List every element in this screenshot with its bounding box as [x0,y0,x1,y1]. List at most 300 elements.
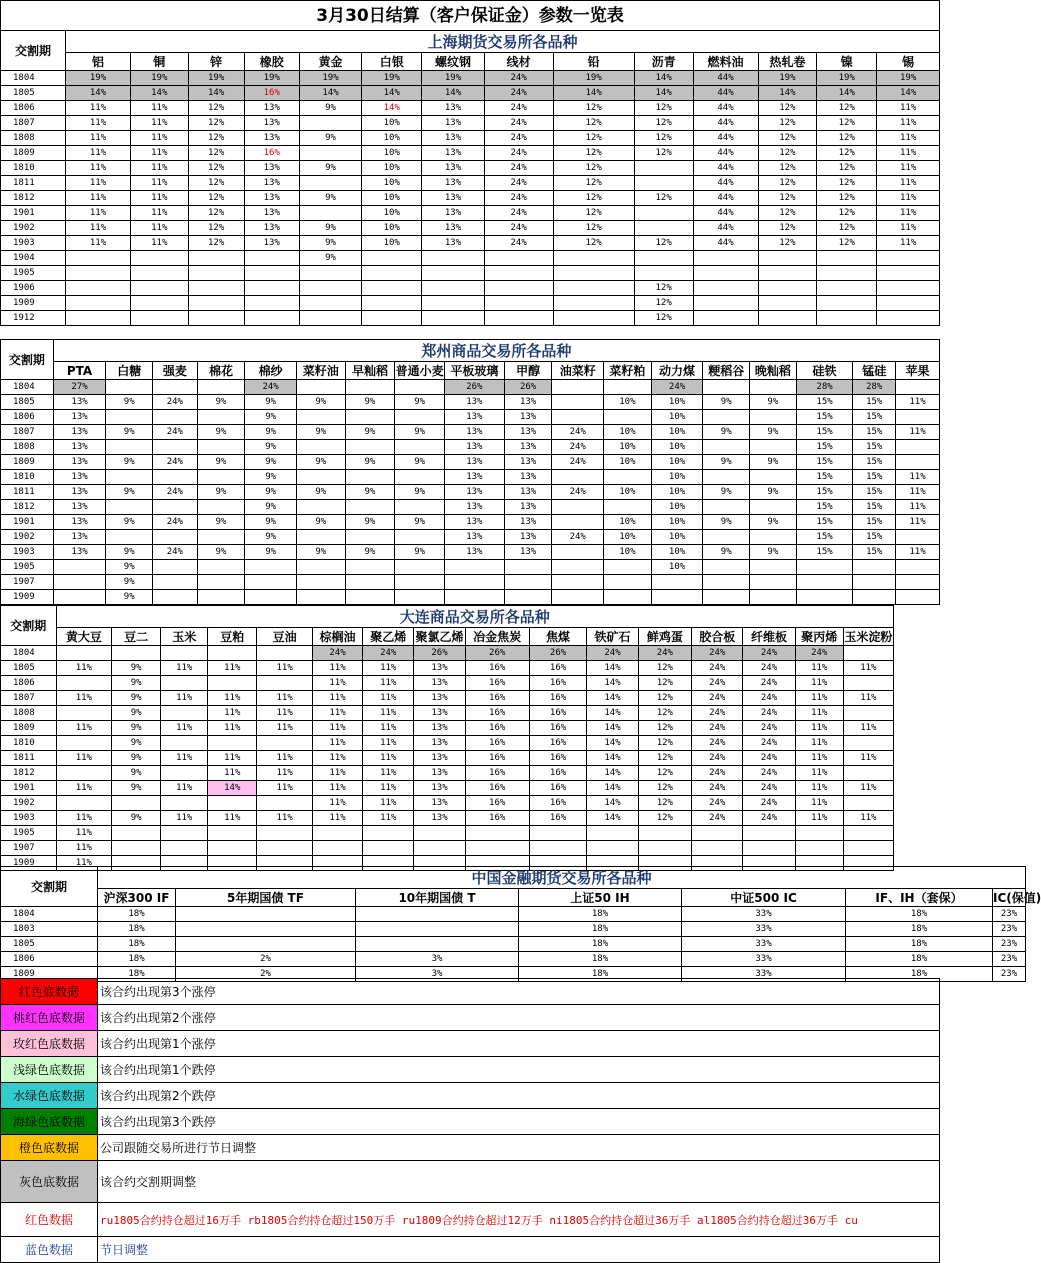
table-row [1,251,940,266]
product-header: 豆油 [257,628,313,646]
margin-cell: 13% [53,470,106,485]
margin-cell: 24% [484,71,553,86]
margin-cell [244,281,299,296]
margin-cell [395,410,445,425]
margin-cell: 18% [98,952,176,967]
margin-cell [795,826,843,841]
table-row [1,71,940,86]
margin-cell: 13% [414,676,465,691]
margin-cell: 14% [188,86,244,101]
margin-cell: 24% [743,646,795,661]
margin-cell: 24% [552,425,604,440]
margin-cell [131,311,189,326]
margin-cell [197,410,245,425]
margin-cell: 13% [504,395,552,410]
margin-cell [188,311,244,326]
table-row [1,515,940,530]
margin-cell: 11% [795,721,843,736]
margin-cell: 18% [98,922,176,937]
margin-cell [112,826,161,841]
margin-cell [817,296,877,311]
margin-cell: 12% [634,101,693,116]
margin-cell: 12% [553,161,634,176]
margin-cell: 15% [796,515,853,530]
margin-cell: 13% [422,176,485,191]
margin-cell: 9% [395,455,445,470]
margin-cell: 12% [188,146,244,161]
red-data-row [1,1203,940,1237]
table-row [1,781,940,796]
product-header: 白糖 [106,362,153,380]
margin-cell: 9% [703,545,750,560]
margin-cell: 11% [795,691,843,706]
margin-cell: 13% [444,500,504,515]
margin-cell: 11% [131,191,189,206]
margin-cell [176,922,356,937]
margin-cell [604,560,652,575]
table-row [1,191,940,206]
margin-cell: 13% [444,395,504,410]
margin-cell: 11% [363,661,414,676]
margin-cell: 9% [112,766,161,781]
margin-cell [299,206,362,221]
margin-cell: 11% [895,515,939,530]
product-header: 平板玻璃 [444,362,504,380]
product-header: 苹果 [895,362,939,380]
margin-cell [877,251,940,266]
margin-cell: 16% [529,781,587,796]
margin-cell: 9% [703,455,750,470]
margin-cell: 14% [587,721,638,736]
margin-cell: 11% [56,751,112,766]
legend-swatch: 灰色底数据 [1,1161,98,1203]
margin-cell [53,575,106,590]
margin-cell: 44% [693,176,758,191]
dce-table [0,605,940,871]
margin-cell: 15% [796,500,853,515]
margin-cell [422,281,485,296]
margin-cell: 24% [692,751,743,766]
margin-cell: 10% [362,191,422,206]
margin-cell: 13% [53,455,106,470]
margin-cell: 11% [895,470,939,485]
margin-cell: 24% [484,161,553,176]
margin-cell: 13% [414,721,465,736]
margin-cell: 44% [693,131,758,146]
table-row [1,86,940,101]
margin-cell: 9% [296,515,345,530]
margin-cell: 13% [414,691,465,706]
margin-cell: 24% [153,455,198,470]
margin-cell: 12% [758,206,817,221]
margin-cell: 19% [758,71,817,86]
margin-cell [197,590,245,605]
period-cell: 1807 [1,425,54,440]
margin-cell [693,266,758,281]
margin-cell: 10% [604,515,652,530]
margin-cell: 9% [245,500,297,515]
margin-cell [877,311,940,326]
margin-cell: 13% [244,161,299,176]
margin-cell [692,826,743,841]
margin-cell: 13% [504,500,552,515]
margin-cell: 19% [553,71,634,86]
table-row [1,485,940,500]
margin-cell: 13% [53,395,106,410]
margin-cell: 9% [106,485,153,500]
margin-cell: 16% [465,811,529,826]
margin-cell [161,706,208,721]
product-header: 纤维板 [743,628,795,646]
product-header: 锡 [877,53,940,71]
margin-cell: 16% [465,691,529,706]
period-cell: 1808 [1,440,54,455]
margin-cell: 13% [244,236,299,251]
margin-cell [877,281,940,296]
margin-cell [208,676,257,691]
margin-cell: 11% [208,706,257,721]
period-cell: 1807 [1,691,57,706]
margin-cell: 10% [651,455,703,470]
product-header: IC(保值) [993,889,1026,907]
margin-cell [153,410,198,425]
period-cell: 1805 [1,86,66,101]
margin-cell: 16% [529,691,587,706]
margin-cell: 14% [422,86,485,101]
margin-cell: 10% [651,560,703,575]
margin-cell: 12% [634,131,693,146]
margin-cell: 12% [188,191,244,206]
margin-cell: 9% [395,545,445,560]
period-header: 交割期 [1,867,98,907]
product-header: IF、IH（套保） [846,889,993,907]
margin-cell: 2% [176,952,356,967]
margin-cell: 9% [296,545,345,560]
margin-cell: 11% [56,841,112,856]
margin-cell: 24% [484,101,553,116]
margin-cell [553,251,634,266]
table-row [1,766,940,781]
margin-cell [112,646,161,661]
margin-cell: 11% [208,661,257,676]
margin-cell: 19% [66,71,131,86]
margin-cell: 12% [553,146,634,161]
table-row [1,691,940,706]
margin-cell: 15% [853,440,896,455]
margin-cell: 24% [153,485,198,500]
margin-cell: 11% [208,811,257,826]
margin-cell: 9% [112,676,161,691]
cffex-section-title: 中国金融期货交易所各品种 [98,867,1026,889]
margin-cell: 9% [750,485,797,500]
margin-cell: 10% [651,485,703,500]
margin-cell [553,266,634,281]
margin-cell [345,575,395,590]
margin-cell [56,676,112,691]
margin-cell [153,575,198,590]
margin-cell: 16% [529,751,587,766]
margin-cell: 24% [153,425,198,440]
margin-cell [817,311,877,326]
product-header: 油菜籽 [552,362,604,380]
product-header: 铅 [553,53,634,71]
margin-cell [796,590,853,605]
margin-cell: 9% [106,575,153,590]
margin-cell: 11% [843,811,893,826]
margin-cell [106,440,153,455]
margin-cell [552,470,604,485]
margin-cell: 24% [484,86,553,101]
margin-cell: 11% [257,691,313,706]
period-cell: 1812 [1,500,54,515]
margin-cell: 9% [112,751,161,766]
margin-cell [395,380,445,395]
period-cell: 1806 [1,410,54,425]
product-header: 玉米 [161,628,208,646]
margin-cell: 12% [758,101,817,116]
margin-cell [529,841,587,856]
margin-cell [296,575,345,590]
margin-cell [245,575,297,590]
product-header: 10年期国债 T [356,889,519,907]
margin-cell: 11% [312,796,362,811]
margin-cell: 9% [245,455,297,470]
period-cell: 1909 [1,856,57,871]
margin-cell: 9% [395,425,445,440]
period-cell: 1903 [1,545,54,560]
margin-cell: 18% [519,907,682,922]
margin-cell: 9% [197,455,245,470]
margin-cell: 33% [682,937,846,952]
margin-cell: 12% [638,781,691,796]
margin-cell [634,161,693,176]
margin-cell [66,251,131,266]
margin-cell: 18% [846,907,993,922]
margin-cell: 13% [414,766,465,781]
margin-cell [634,206,693,221]
margin-cell [395,575,445,590]
table-row [1,826,940,841]
margin-cell: 13% [422,191,485,206]
product-header: 橡胶 [244,53,299,71]
margin-cell: 13% [422,236,485,251]
margin-cell: 10% [651,440,703,455]
margin-cell: 12% [638,736,691,751]
margin-cell: 3% [356,952,519,967]
margin-cell: 24% [743,691,795,706]
period-cell: 1907 [1,575,54,590]
margin-cell [504,560,552,575]
legend-text: 该合约出现第2个涨停 [98,1005,940,1031]
margin-cell [843,646,893,661]
margin-cell: 24% [484,221,553,236]
margin-cell: 24% [743,796,795,811]
margin-cell: 13% [244,101,299,116]
margin-cell: 10% [362,131,422,146]
margin-cell: 28% [853,380,896,395]
margin-cell: 14% [587,781,638,796]
product-header: 白银 [362,53,422,71]
red-data-label: 红色数据 [1,1203,98,1237]
margin-cell: 13% [444,470,504,485]
margin-cell [750,440,797,455]
margin-cell [758,296,817,311]
margin-cell: 11% [66,221,131,236]
legend-swatch: 玫红色底数据 [1,1031,98,1057]
shfe-table [0,30,940,326]
legend-row [1,1031,940,1057]
margin-cell: 13% [53,485,106,500]
period-cell: 1809 [1,721,57,736]
table-row [1,425,940,440]
product-header: 铁矿石 [587,628,638,646]
period-cell: 1805 [1,395,54,410]
margin-cell: 11% [257,706,313,721]
margin-cell [634,221,693,236]
margin-cell: 11% [795,706,843,721]
margin-cell: 23% [993,952,1026,967]
margin-cell [296,530,345,545]
margin-cell: 9% [106,455,153,470]
margin-cell: 15% [796,470,853,485]
margin-cell: 11% [877,221,940,236]
margin-cell: 9% [296,425,345,440]
margin-cell [56,706,112,721]
margin-cell: 9% [106,515,153,530]
margin-cell: 14% [66,86,131,101]
margin-cell: 14% [758,86,817,101]
margin-cell: 9% [112,736,161,751]
margin-cell: 19% [362,71,422,86]
margin-cell: 11% [66,101,131,116]
margin-cell: 9% [395,485,445,500]
margin-cell [245,560,297,575]
margin-cell [817,281,877,296]
margin-cell: 13% [504,530,552,545]
margin-cell: 11% [363,781,414,796]
margin-cell [153,560,198,575]
margin-cell: 13% [244,206,299,221]
margin-cell [743,826,795,841]
margin-cell [244,311,299,326]
margin-cell [604,590,652,605]
margin-cell [693,311,758,326]
margin-cell [345,530,395,545]
legend-row [1,1083,940,1109]
legend-swatch: 浅绿色底数据 [1,1057,98,1083]
margin-cell: 9% [197,395,245,410]
margin-cell [758,251,817,266]
margin-cell [853,590,896,605]
margin-cell: 10% [651,500,703,515]
margin-cell: 24% [692,691,743,706]
margin-cell [112,841,161,856]
margin-cell [422,266,485,281]
margin-cell: 12% [634,146,693,161]
margin-cell [703,500,750,515]
margin-cell: 12% [634,296,693,311]
period-cell: 1806 [1,676,57,691]
margin-cell [703,470,750,485]
margin-cell [112,796,161,811]
margin-cell: 9% [703,515,750,530]
margin-cell: 9% [299,131,362,146]
margin-cell: 9% [245,440,297,455]
margin-cell [504,575,552,590]
margin-cell: 10% [362,161,422,176]
legend-text: 公司跟随交易所进行节日调整 [98,1135,940,1161]
margin-cell [153,590,198,605]
margin-cell [208,796,257,811]
margin-cell: 11% [66,236,131,251]
margin-cell: 16% [465,796,529,811]
margin-cell: 13% [414,781,465,796]
margin-cell [750,590,797,605]
product-header: 镍 [817,53,877,71]
margin-cell [131,251,189,266]
margin-cell: 12% [553,116,634,131]
margin-cell [56,796,112,811]
margin-cell [552,560,604,575]
margin-cell [244,251,299,266]
period-cell: 1808 [1,706,57,721]
margin-cell: 10% [651,425,703,440]
margin-cell: 12% [638,751,691,766]
margin-cell: 16% [465,781,529,796]
margin-cell [257,676,313,691]
margin-cell: 13% [444,485,504,500]
margin-cell: 15% [796,410,853,425]
table-row [1,575,940,590]
margin-cell: 14% [587,676,638,691]
product-header: 棉花 [197,362,245,380]
margin-cell: 18% [846,967,993,982]
margin-cell: 12% [634,191,693,206]
czce-product-header-row [1,362,940,380]
margin-cell [895,410,939,425]
table-row [1,176,940,191]
margin-cell: 11% [208,766,257,781]
margin-cell: 11% [257,781,313,796]
product-header: 中证500 IC [682,889,846,907]
period-cell: 1811 [1,751,57,766]
margin-cell: 11% [895,485,939,500]
margin-cell: 24% [484,116,553,131]
margin-cell: 16% [529,766,587,781]
margin-cell [66,281,131,296]
margin-cell: 13% [53,530,106,545]
margin-cell: 9% [245,515,297,530]
margin-cell: 11% [843,751,893,766]
period-cell: 1907 [1,841,57,856]
margin-cell [345,590,395,605]
margin-cell: 12% [758,116,817,131]
margin-cell: 13% [444,455,504,470]
margin-cell [296,590,345,605]
margin-cell [153,470,198,485]
margin-cell [197,575,245,590]
margin-cell: 11% [131,146,189,161]
table-row [1,796,940,811]
margin-cell: 11% [208,691,257,706]
margin-cell: 14% [587,691,638,706]
period-cell: 1903 [1,236,66,251]
margin-cell: 9% [750,545,797,560]
margin-cell [634,176,693,191]
period-cell: 1810 [1,161,66,176]
margin-cell: 16% [465,766,529,781]
margin-cell: 10% [604,455,652,470]
